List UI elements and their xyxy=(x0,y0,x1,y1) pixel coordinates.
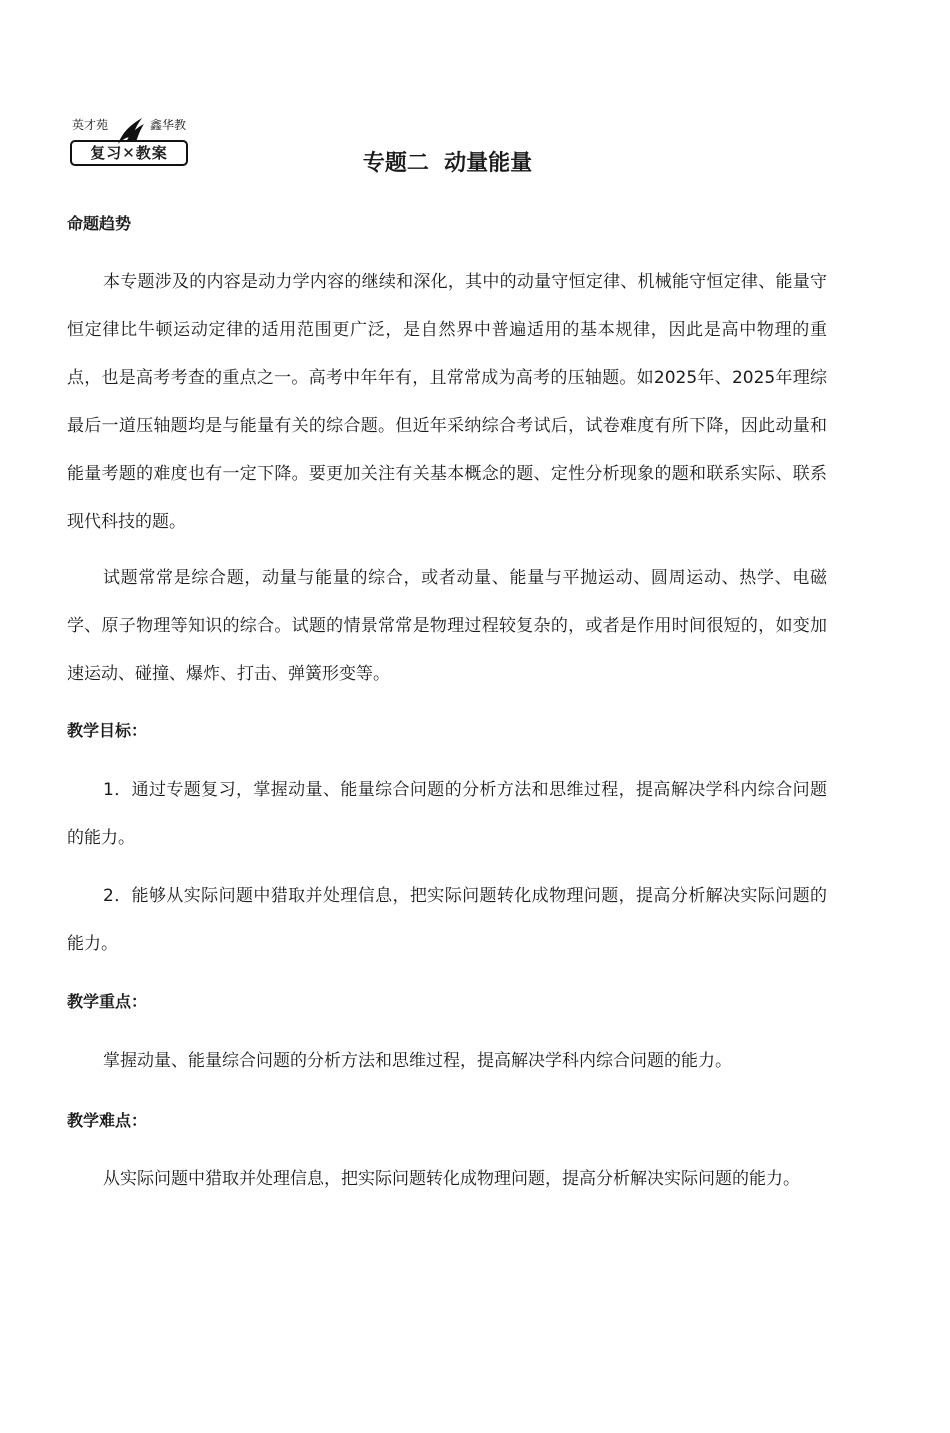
section-heading-goals: 教学目标： xyxy=(67,721,148,740)
page-title: 专题二 动量能量 xyxy=(362,151,533,176)
paragraph-trend-2: 试题常常是综合题，动量与能量的综合，或者动量、能量与平抛运动、圆周运动、热学、电磁学、原子物理等知识的综合。试题的情景常常是物理过程较复杂的，或者是作用时间很短的，如变加速运动、碰撞、爆炸、打击、弹簧形变等。 xyxy=(67,568,827,684)
paragraph-focus: 掌握动量、能量综合问题的分析方法和思维过程，提高解决学科内综合问题的能力。 xyxy=(103,1051,732,1071)
paragraph-trend-1: 本专题涉及的内容是动力学内容的继续和深化，其中的动量守恒定律、机械能守恒定律、能量守恒定律比牛顿运动定律的适用范围更广泛，是自然界中普遍适用的基本规律，因此是高中物理的重点，也是高考考查的重点之一。高考中年年有，且常常成为高考的压轴题。如2025年、2025年理综最后一道压轴题均是与能量有关的综合题。但近年采纳综合考试后，试卷难度有所下降，因此动量和能量考题的难度也有一定下降。要更加关注有关基本概念的题、定性分析现象的题和联系实际、联系现代科技的题。 xyxy=(67,272,827,532)
paragraph-goal-2: 2．能够从实际问题中猎取并处理信息，把实际问题转化成物理问题，提高分析解决实际问题的能力。 xyxy=(67,886,827,954)
logo-box: 复习✕教案 xyxy=(70,140,188,166)
logo-top-left: 英才苑 xyxy=(72,118,109,132)
logo-top-right: 鑫华教 xyxy=(150,118,187,132)
section-heading-trend: 命题趋势 xyxy=(67,214,132,233)
section-heading-difficulty: 教学难点： xyxy=(67,1111,148,1130)
logo-top-text xyxy=(72,118,187,132)
paragraph-goal-1: 1．通过专题复习，掌握动量、能量综合问题的分析方法和思维过程，提高解决学科内综合问题的能力。 xyxy=(67,780,827,848)
paragraph-difficulty: 从实际问题中猎取并处理信息，把实际问题转化成物理问题，提高分析解决实际问题的能力。 xyxy=(103,1169,800,1189)
section-heading-focus: 教学重点： xyxy=(67,992,148,1011)
